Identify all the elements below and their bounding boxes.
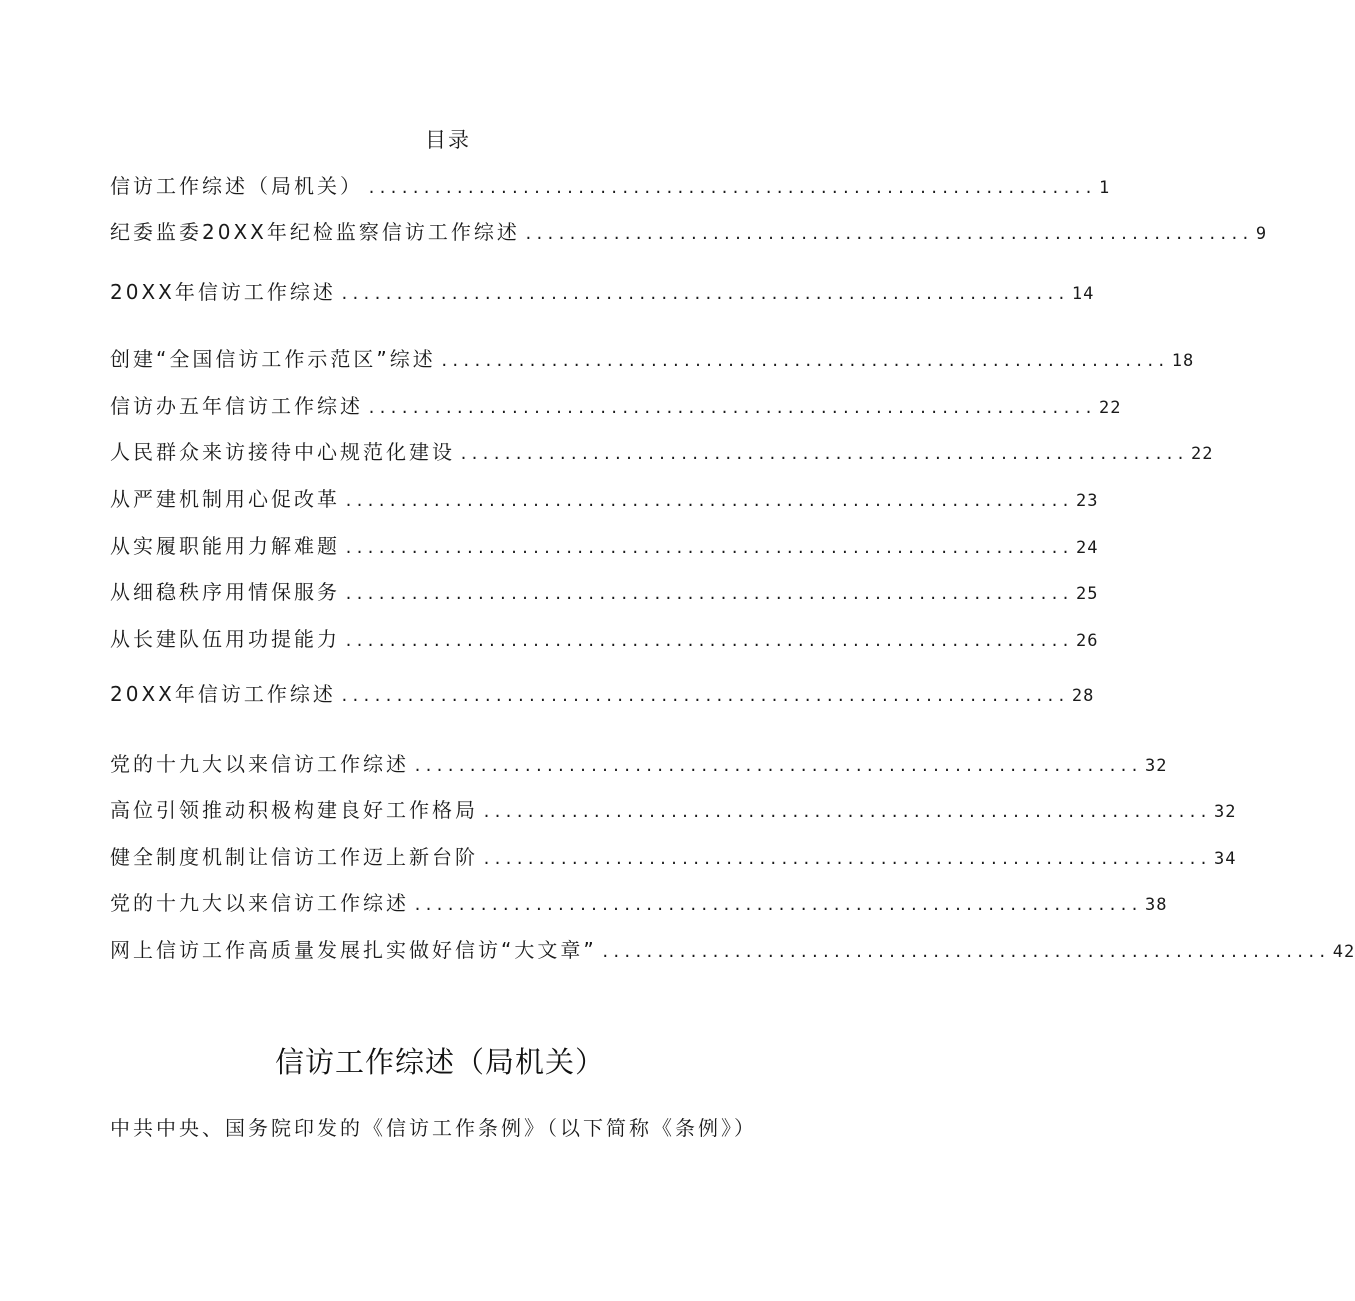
toc-page-number: 22 [1099,398,1122,418]
toc-leader-dots: .................................................................. [367,179,1096,197]
toc-entry[interactable] [110,679,1095,709]
toc-page-number: 22 [1191,444,1214,464]
toc-page-number: 24 [1076,538,1099,558]
toc-leader-dots: .................................................................. [523,225,1252,243]
toc-entry[interactable] [110,484,1099,514]
toc-leader-dots: .................................................................. [339,285,1068,303]
toc-page-number: 14 [1071,284,1095,304]
toc-entry[interactable] [110,935,1355,965]
toc-entry-text: 信访办五年信访工作综述 [110,394,363,418]
toc-entry[interactable] [110,217,1268,247]
toc-entry-text: 纪委监委20XX年纪检监察信访工作综述 [110,220,520,244]
toc-entry[interactable] [110,842,1237,872]
toc-entry-text: 创建“全国信访工作示范区”综述 [110,347,436,371]
toc-entry-text: 党的十九大以来信访工作综述 [110,891,409,915]
toc-entry-text: 高位引领推动积极构建良好工作格局 [110,798,478,822]
toc-page-number: 28 [1071,686,1095,706]
toc-leader-dots: .................................................................. [482,803,1211,821]
toc-entry-text: 健全制度机制让信访工作迈上新台阶 [110,845,478,869]
document-paragraph: 中共中央、国务院印发的《信访工作条例》（以下简称《条例》） [110,1116,757,1140]
toc-page-number: 23 [1076,491,1099,511]
toc-entry-text: 人民群众来访接待中心规范化建设 [110,440,455,464]
toc-page-number: 26 [1076,631,1099,651]
toc-entry-text: 信访工作综述（局机关） [110,174,363,198]
document-heading: 信访工作综述（局机关） [274,1045,605,1079]
toc-page-number: 38 [1145,895,1168,915]
toc-entry[interactable] [110,344,1195,374]
toc-entry[interactable] [110,888,1168,918]
toc-entry[interactable] [110,577,1099,607]
toc-page-number: 34 [1214,849,1237,869]
toc-leader-dots: .................................................................. [344,492,1073,510]
toc-page-number: 32 [1214,802,1237,822]
toc-page-number: 42 [1332,942,1355,962]
toc-leader-dots: .................................................................. [344,585,1073,603]
toc-page-number: 18 [1171,351,1195,371]
toc-entry[interactable] [110,624,1099,654]
toc-entry[interactable] [110,749,1168,779]
toc-leader-dots: .................................................................. [459,445,1188,463]
toc-entry[interactable] [110,171,1111,201]
toc-entry-text: 从细稳秩序用情保服务 [110,580,340,604]
toc-leader-dots: .................................................................. [367,399,1096,417]
toc-entry[interactable] [110,795,1237,825]
toc-leader-dots: .................................................................. [339,687,1068,705]
toc-entry-text: 20XX年信访工作综述 [110,280,336,304]
toc-entry-text: 20XX年信访工作综述 [110,682,336,706]
toc-entry-text: 从长建队伍用功提能力 [110,627,340,651]
toc-page-number: 32 [1145,756,1168,776]
toc-entry-text: 党的十九大以来信访工作综述 [110,752,409,776]
toc-entry-text: 从实履职能用力解难题 [110,534,340,558]
toc-leader-dots: .................................................................. [482,850,1211,868]
toc-leader-dots: .................................................................. [413,757,1142,775]
toc-entry[interactable] [110,277,1095,307]
toc-leader-dots: .................................................................. [600,943,1329,961]
toc-page-number: 25 [1076,584,1099,604]
toc-leader-dots: .................................................................. [344,632,1073,650]
toc-entry-text: 网上信访工作高质量发展扎实做好信访“大文章” [110,938,597,962]
toc-leader-dots: .................................................................. [344,539,1073,557]
toc-leader-dots: .................................................................. [413,896,1142,914]
toc-page-number: 1 [1099,178,1111,198]
toc-entry[interactable] [110,391,1122,421]
toc-entry[interactable] [110,531,1099,561]
toc-page-number: 9 [1255,224,1268,244]
toc-leader-dots: .................................................................. [439,352,1168,370]
toc-title: 目录 [425,128,471,152]
toc-entry-text: 从严建机制用心促改革 [110,487,340,511]
toc-entry[interactable] [110,437,1214,467]
